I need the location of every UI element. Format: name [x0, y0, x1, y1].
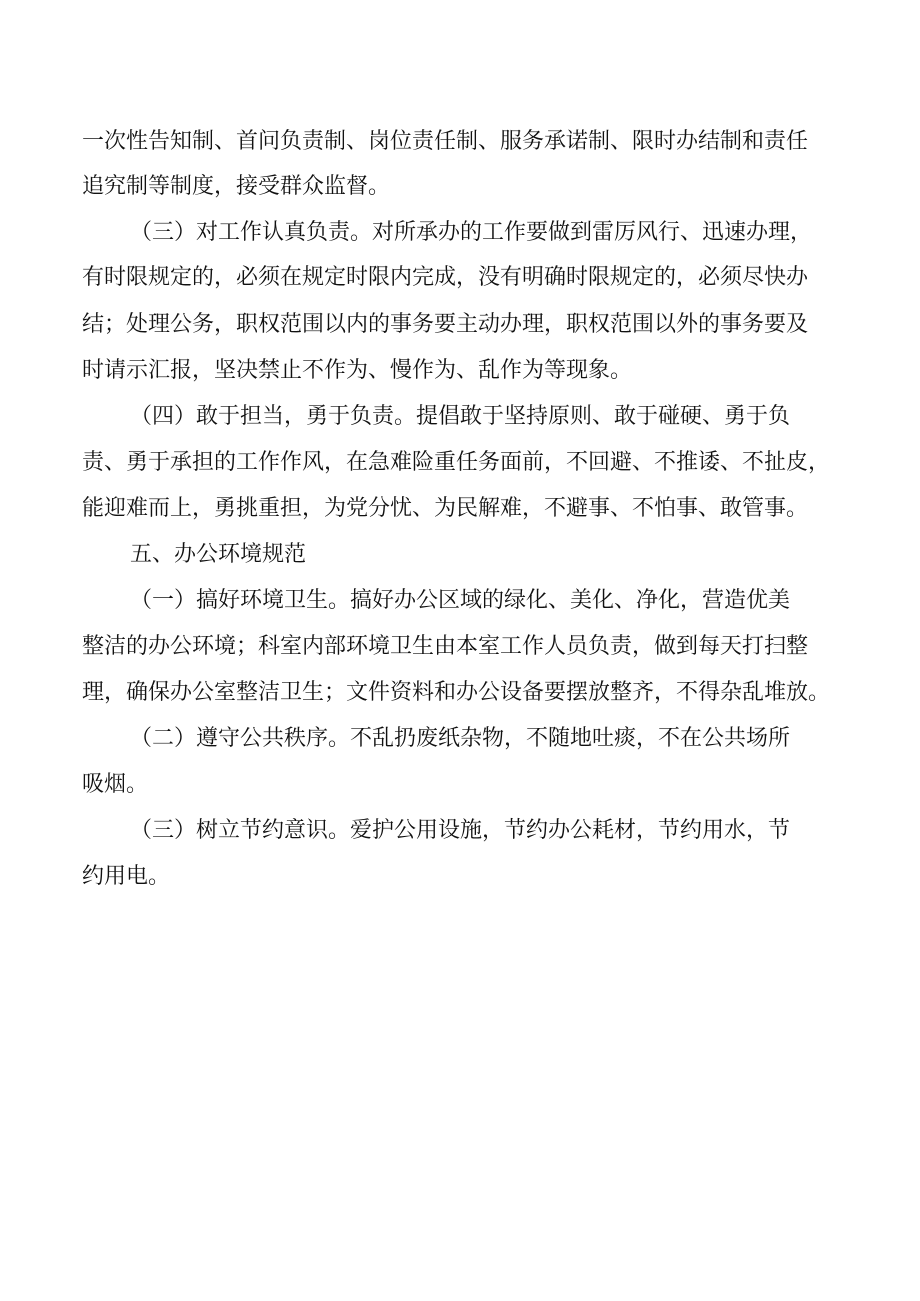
section5-heading: 五、办公环境规范 [130, 542, 307, 567]
s5-para2-line-2: 吸烟。 [82, 772, 149, 797]
s5-para1-line-2: 整洁的办公环境；科室内部环境卫生由本室工作人员负责，做到每天打扫整 [82, 634, 809, 659]
para3-line-4: 时请示汇报，坚决禁止不作为、慢作为、乱作为等现象。 [82, 358, 633, 383]
intro-line-1: 一次性告知制、首问负责制、岗位责任制、服务承诺制、限时办结制和责任 [82, 129, 809, 154]
s5-para1-line-3: 理，确保办公室整洁卫生；文件资料和办公设备要摆放整齐，不得杂乱堆放。 [82, 680, 831, 705]
intro-line-2: 追究制等制度，接受群众监督。 [82, 174, 391, 199]
para3-line-1: （三）对工作认真负责。对所承办的工作要做到雷厉风行、迅速办理， [130, 220, 813, 245]
s5-para2-line-1: （二）遵守公共秩序。不乱扔废纸杂物，不随地吐痰，不在公共场所 [130, 726, 791, 751]
s5-para1-line-1: （一）搞好环境卫生。搞好办公区域的绿化、美化、净化，营造优美 [130, 588, 791, 613]
s5-para3-line-1: （三）树立节约意识。爱护公用设施，节约办公耗材，节约用水，节 [130, 818, 791, 843]
para3-line-2: 有时限规定的，必须在规定时限内完成，没有明确时限规定的，必须尽快办 [82, 265, 809, 290]
para4-line-2: 责、勇于承担的工作作风，在急难险重任务面前，不回避、不推诿、不扯皮， [82, 450, 831, 475]
s5-para3-line-2: 约用电。 [82, 864, 171, 889]
para3-line-3: 结；处理公务，职权范围以内的事务要主动办理，职权范围以外的事务要及 [82, 312, 809, 337]
para4-line-3: 能迎难而上，勇挑重担，为党分忧、为民解难，不避事、不怕事、敢管事。 [82, 496, 809, 521]
para4-line-1: （四）敢于担当，勇于负责。提倡敢于坚持原则、敢于碰硬、勇于负 [130, 404, 791, 429]
